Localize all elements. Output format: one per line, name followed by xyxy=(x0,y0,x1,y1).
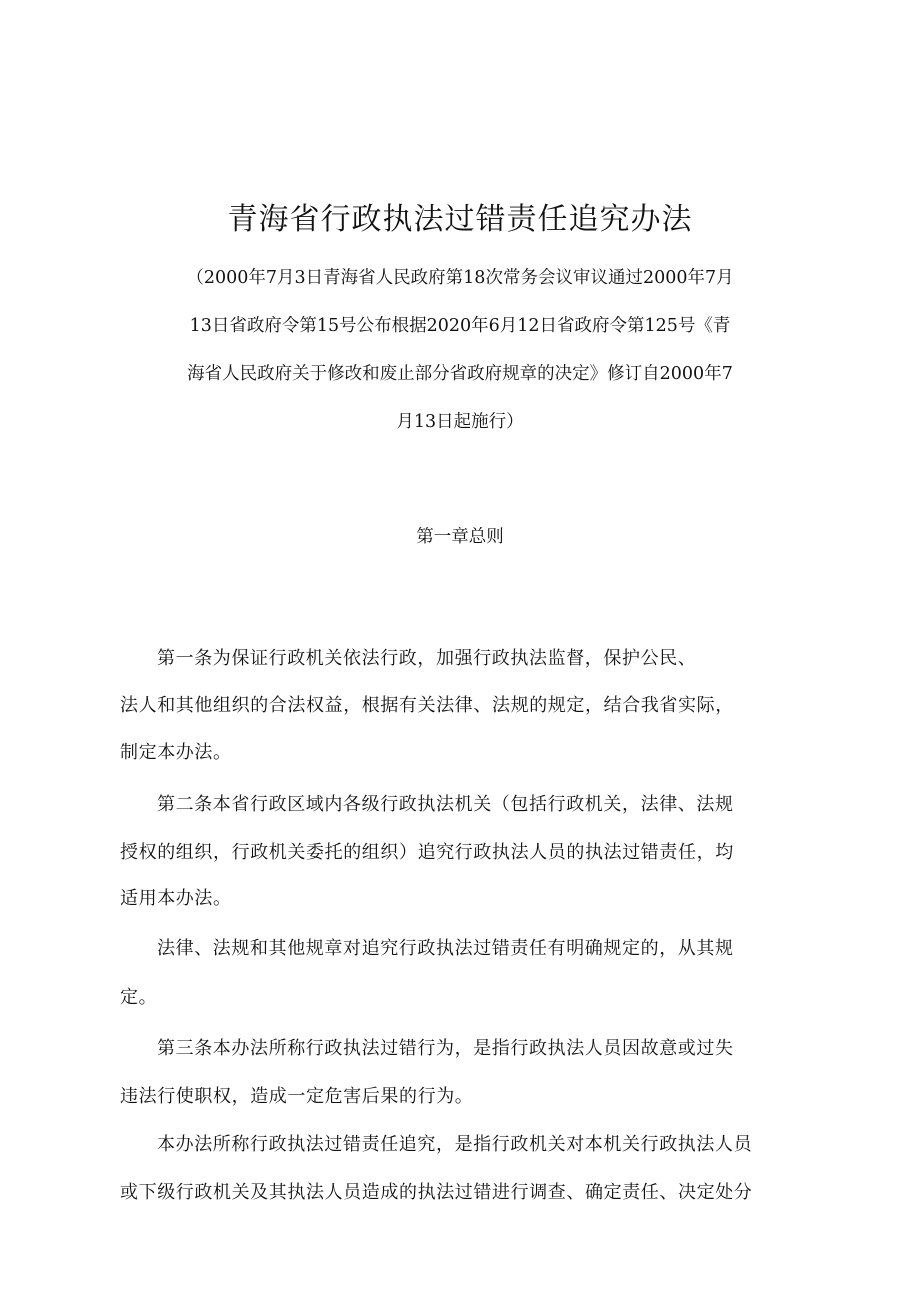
body-line: 第三条本办法所称行政执法过错行为，是指行政执法人员因故意或过失 xyxy=(157,1038,734,1059)
body-line: 定。 xyxy=(120,987,158,1008)
body-line: 违法行使职权，造成一定危害后果的行为。 xyxy=(120,1086,474,1107)
document-subtitle xyxy=(100,254,820,446)
body-line: 本办法所称行政执法过错责任追究，是指行政机关对本机关行政执法人员 xyxy=(157,1134,753,1155)
subtitle-line: 月13日起施行） xyxy=(396,412,524,432)
body-line: 授权的组织，行政机关委托的组织）追究行政执法人员的执法过错责任，均 xyxy=(120,842,734,863)
body-line: 或下级行政机关及其执法人员造成的执法过错进行调查、确定责任、决定处分 xyxy=(120,1182,753,1203)
body-line: 法人和其他组织的合法权益，根据有关法律、法规的规定，结合我省实际， xyxy=(120,695,734,716)
body-line: 制定本办法。 xyxy=(120,742,232,763)
body-line: 第一条为保证行政机关依法行政，加强行政执法监督，保护公民、 xyxy=(157,648,697,669)
body-line: 适用本办法。 xyxy=(120,888,232,909)
document-title: 青海省行政执法过错责任追究办法 xyxy=(227,202,693,237)
chapter-heading: 第一章总则 xyxy=(416,527,504,547)
subtitle-line: 海省人民政府关于修改和废止部分省政府规章的决定》修订自2000年7 xyxy=(187,364,733,384)
subtitle-line: 13日省政府令第15号公布根据2020年6月12日省政府令第125号《青 xyxy=(189,316,731,336)
body-line: 法律、法规和其他规章对追究行政执法过错责任有明确规定的，从其规 xyxy=(157,938,734,959)
subtitle-line: （2000年7月3日青海省人民政府第18次常务会议审议通过2000年7月 xyxy=(186,268,734,288)
body-line: 第二条本省行政区域内各级行政执法机关（包括行政机关，法律、法规 xyxy=(157,794,734,815)
